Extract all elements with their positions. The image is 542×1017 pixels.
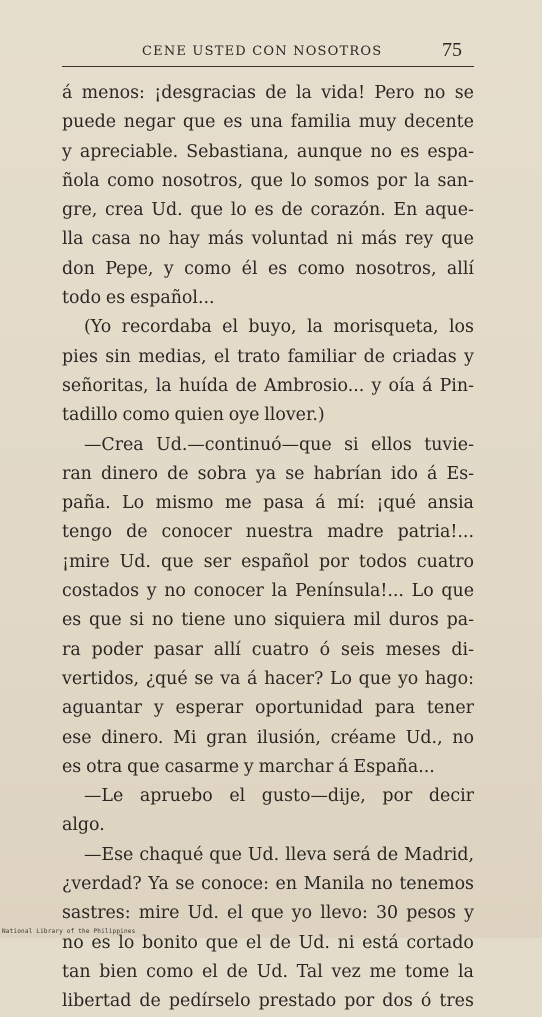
word: voluntad bbox=[251, 229, 329, 250]
word: es bbox=[91, 932, 111, 953]
word: ellos bbox=[371, 434, 412, 455]
word: oportunidad bbox=[255, 698, 363, 719]
word: y bbox=[62, 141, 72, 162]
word: negar bbox=[123, 112, 176, 133]
word: ¡desgracias bbox=[154, 83, 256, 103]
word: no bbox=[452, 727, 474, 748]
word: que bbox=[251, 903, 284, 924]
word: que bbox=[205, 932, 239, 953]
word: como bbox=[297, 258, 345, 279]
word: Lo bbox=[411, 581, 434, 602]
word: se bbox=[454, 83, 474, 103]
word: más bbox=[361, 229, 397, 250]
word: corazón. bbox=[310, 200, 386, 221]
word: ilusión, bbox=[256, 727, 321, 748]
word: es bbox=[62, 756, 82, 777]
word: ó bbox=[319, 639, 331, 660]
text-line bbox=[62, 841, 474, 870]
word: Pepe, bbox=[105, 258, 154, 279]
word: di- bbox=[451, 639, 474, 660]
word: en bbox=[275, 874, 298, 895]
word: vez bbox=[331, 961, 361, 982]
word: él bbox=[241, 258, 258, 279]
word: decente bbox=[404, 112, 474, 133]
word: es bbox=[254, 200, 274, 221]
word: no bbox=[423, 83, 446, 103]
word: Ambrosio... bbox=[264, 375, 365, 396]
word: pedírselo bbox=[168, 991, 251, 1012]
word: es bbox=[62, 610, 82, 631]
word: —Le bbox=[84, 786, 124, 807]
word: de bbox=[376, 844, 399, 865]
word: y bbox=[243, 756, 254, 777]
word: no bbox=[62, 932, 84, 953]
word: somos bbox=[314, 170, 370, 191]
word: apreciable. bbox=[79, 141, 179, 162]
text-line bbox=[62, 138, 474, 167]
word: la bbox=[414, 170, 431, 191]
word: bien bbox=[99, 961, 138, 982]
word: más bbox=[207, 229, 244, 250]
word: menos: bbox=[81, 83, 145, 103]
word: á bbox=[62, 83, 73, 103]
word: no bbox=[151, 610, 174, 631]
word: huída bbox=[178, 375, 229, 396]
text-line bbox=[62, 489, 474, 518]
word: dos bbox=[382, 991, 413, 1012]
word: no bbox=[164, 581, 186, 602]
word: ran bbox=[62, 463, 92, 484]
word: costados bbox=[62, 581, 140, 602]
word: me bbox=[369, 961, 397, 982]
text-line bbox=[62, 313, 474, 342]
word: la bbox=[306, 317, 323, 338]
word: —Crea bbox=[84, 434, 144, 455]
word: mil bbox=[353, 610, 381, 631]
word: Pin- bbox=[439, 375, 474, 396]
word: meses bbox=[385, 639, 441, 660]
word: Ud.—continuó—que bbox=[156, 434, 332, 455]
word: me bbox=[224, 493, 252, 514]
word: de bbox=[235, 375, 257, 396]
word: se bbox=[194, 668, 214, 689]
word: ser bbox=[203, 551, 232, 572]
text-line bbox=[62, 724, 474, 753]
word: á bbox=[427, 463, 438, 484]
word: Ud. bbox=[151, 200, 183, 221]
word: Ud. bbox=[256, 961, 288, 982]
page-header bbox=[62, 40, 474, 67]
word: por bbox=[344, 991, 375, 1012]
word: se bbox=[285, 463, 305, 484]
word: de bbox=[363, 346, 385, 367]
word: tiene bbox=[181, 610, 226, 631]
word: familiar bbox=[287, 346, 357, 367]
text-line bbox=[62, 665, 474, 694]
word: paña. bbox=[62, 493, 111, 514]
word: llover.) bbox=[264, 405, 325, 426]
word: pa- bbox=[446, 610, 474, 631]
word: uno bbox=[233, 610, 267, 631]
word: conoce: bbox=[201, 874, 269, 895]
text-line bbox=[62, 225, 474, 254]
word: En bbox=[393, 200, 418, 221]
word: como bbox=[122, 405, 170, 426]
word: conocer bbox=[193, 581, 264, 602]
word: y bbox=[464, 346, 474, 367]
word: espa- bbox=[427, 141, 474, 162]
word: tenemos bbox=[399, 874, 474, 895]
text-line bbox=[62, 343, 474, 372]
word: gran bbox=[206, 727, 248, 748]
word: que bbox=[127, 756, 160, 777]
word: cortado bbox=[406, 932, 474, 953]
text-line bbox=[62, 431, 474, 460]
word: ni bbox=[336, 229, 354, 250]
word: dinero bbox=[100, 463, 158, 484]
word: por bbox=[319, 551, 349, 572]
word: casarme bbox=[164, 756, 240, 777]
word: ¡qué bbox=[376, 493, 417, 514]
word: de bbox=[167, 463, 189, 484]
word: puede bbox=[62, 112, 117, 133]
word: lo bbox=[290, 170, 307, 191]
word: mire bbox=[138, 903, 180, 924]
word: de bbox=[265, 83, 287, 103]
word: lleva bbox=[285, 844, 327, 865]
word: que bbox=[89, 610, 122, 631]
text-line bbox=[62, 372, 474, 401]
word: bonito bbox=[142, 932, 198, 953]
word: la bbox=[296, 83, 312, 103]
word: ido bbox=[390, 463, 418, 484]
word: si bbox=[129, 610, 144, 631]
word: Ud. bbox=[298, 932, 330, 953]
word: pasar bbox=[153, 639, 203, 660]
word: de bbox=[126, 522, 148, 543]
text-line bbox=[62, 606, 474, 635]
text-line bbox=[62, 196, 474, 225]
word: que bbox=[441, 581, 474, 602]
word: apruebo bbox=[139, 786, 213, 807]
word: criadas bbox=[392, 346, 457, 367]
word: 30 bbox=[375, 903, 399, 924]
word: mí: bbox=[337, 493, 366, 514]
word: hago: bbox=[424, 668, 474, 689]
word: como bbox=[184, 258, 232, 279]
text-line bbox=[62, 811, 474, 840]
word: es bbox=[105, 288, 126, 309]
word: como bbox=[107, 170, 155, 191]
word: de bbox=[139, 991, 161, 1012]
word: poder bbox=[91, 639, 143, 660]
library-credit: National Library of the Philippines bbox=[2, 928, 136, 935]
word: por bbox=[382, 786, 413, 807]
word: y bbox=[371, 375, 382, 396]
word: mismo bbox=[155, 493, 214, 514]
word: ñola bbox=[62, 170, 100, 191]
word: la bbox=[271, 581, 288, 602]
text-line bbox=[62, 167, 474, 196]
word: hay bbox=[168, 229, 200, 250]
word: sastres: bbox=[62, 903, 131, 924]
word: habrían bbox=[313, 463, 382, 484]
word: tadillo bbox=[62, 405, 118, 426]
word: ó bbox=[420, 991, 432, 1012]
word: chaqué bbox=[139, 844, 204, 865]
word: buyo, bbox=[248, 317, 297, 338]
word: tuvie- bbox=[424, 434, 474, 455]
text-line bbox=[62, 518, 474, 547]
word: seis bbox=[341, 639, 375, 660]
text-line bbox=[62, 987, 474, 1016]
word: para bbox=[374, 698, 416, 719]
word: español... bbox=[130, 288, 215, 309]
word: los bbox=[448, 317, 474, 338]
word: medias, bbox=[138, 346, 207, 367]
word: que bbox=[182, 112, 216, 133]
word: el bbox=[229, 786, 246, 807]
word: si bbox=[344, 434, 359, 455]
word: tres bbox=[439, 991, 474, 1012]
word: España... bbox=[353, 756, 435, 777]
word: ya bbox=[255, 463, 277, 484]
word: es bbox=[267, 258, 288, 279]
word: el bbox=[227, 903, 243, 924]
word: muy bbox=[358, 112, 397, 133]
word: ese bbox=[62, 727, 92, 748]
word: á bbox=[338, 756, 349, 777]
word: Mi bbox=[173, 727, 197, 748]
word: cuatro bbox=[416, 551, 474, 572]
word: ansia bbox=[427, 493, 474, 514]
word: que bbox=[209, 844, 242, 865]
text-line bbox=[62, 753, 474, 782]
word: que bbox=[190, 200, 223, 221]
text-line bbox=[62, 255, 474, 284]
word: familia bbox=[290, 112, 352, 133]
word: ¿qué bbox=[145, 668, 188, 689]
word: allí bbox=[213, 639, 241, 660]
word: ¿verdad? bbox=[62, 874, 142, 895]
word: esperar bbox=[175, 698, 244, 719]
word: Ud. bbox=[247, 844, 280, 865]
word: Lo bbox=[122, 493, 145, 514]
word: créame bbox=[330, 727, 397, 748]
word: oía bbox=[388, 375, 415, 396]
word: como bbox=[146, 961, 194, 982]
word: que bbox=[250, 170, 284, 191]
word: que bbox=[441, 229, 474, 250]
word: gre, bbox=[62, 200, 98, 221]
word: sobra bbox=[197, 463, 247, 484]
word: marchar bbox=[258, 756, 334, 777]
word: recordaba bbox=[121, 317, 212, 338]
word: tan bbox=[62, 961, 91, 982]
word: algo. bbox=[62, 815, 105, 836]
word: lo bbox=[230, 200, 247, 221]
word: vida! bbox=[321, 83, 366, 103]
word: vertidos, bbox=[62, 668, 140, 689]
word: de bbox=[281, 200, 303, 221]
text-line bbox=[62, 460, 474, 489]
word: siquiera bbox=[274, 610, 346, 631]
text-line bbox=[62, 401, 474, 430]
word: don bbox=[62, 258, 95, 279]
word: conocer bbox=[161, 522, 232, 543]
word: está bbox=[362, 932, 399, 953]
word: va bbox=[220, 668, 241, 689]
word: nosotros, bbox=[161, 170, 243, 191]
word: el bbox=[222, 317, 239, 338]
text-line bbox=[62, 782, 474, 811]
word: patria!... bbox=[397, 522, 474, 543]
text-line bbox=[62, 636, 474, 665]
word: á bbox=[422, 375, 433, 396]
word: Lo bbox=[329, 668, 353, 689]
word: morisqueta, bbox=[333, 317, 439, 338]
word: gusto—dije, bbox=[261, 786, 366, 807]
word: de bbox=[269, 932, 291, 953]
word: y bbox=[163, 258, 174, 279]
word: que bbox=[358, 668, 392, 689]
word: á bbox=[315, 493, 326, 514]
word: no bbox=[370, 141, 393, 162]
body-text bbox=[62, 79, 474, 1017]
word: Madrid, bbox=[404, 844, 474, 865]
word: es bbox=[223, 112, 243, 133]
text-line bbox=[62, 284, 474, 313]
word: el bbox=[245, 932, 262, 953]
word: todos bbox=[358, 551, 407, 572]
word: Es- bbox=[446, 463, 474, 484]
word: yo bbox=[291, 903, 313, 924]
word: aque- bbox=[425, 200, 474, 221]
word: —Ese bbox=[84, 844, 134, 865]
word: casa bbox=[91, 229, 131, 250]
word: sin bbox=[105, 346, 131, 367]
page-number: 75 bbox=[442, 39, 462, 61]
word: lla bbox=[62, 229, 84, 250]
word: Pero bbox=[374, 83, 415, 103]
word: dinero. bbox=[101, 727, 164, 748]
word: libertad bbox=[62, 991, 132, 1012]
word: por bbox=[376, 170, 407, 191]
word: tener bbox=[426, 698, 474, 719]
word: madre bbox=[327, 522, 384, 543]
word: lo bbox=[118, 932, 135, 953]
word: hacer? bbox=[264, 668, 324, 689]
word: el bbox=[213, 346, 230, 367]
word: allí bbox=[446, 258, 474, 279]
word: Ud. bbox=[187, 903, 219, 924]
word: pasa bbox=[263, 493, 304, 514]
word: ni bbox=[337, 932, 355, 953]
word: decir bbox=[428, 786, 474, 807]
word: nuestra bbox=[245, 522, 314, 543]
word: y bbox=[464, 903, 474, 924]
word: y bbox=[146, 581, 157, 602]
word: señoritas, bbox=[62, 375, 149, 396]
word: pesos bbox=[406, 903, 456, 924]
word: Ud. bbox=[119, 551, 151, 572]
word: ¡mire bbox=[62, 551, 110, 572]
word: trato bbox=[237, 346, 281, 367]
word: Ud., bbox=[405, 727, 443, 748]
text-line bbox=[62, 899, 474, 928]
word: nosotros, bbox=[355, 258, 437, 279]
text-line bbox=[62, 694, 474, 723]
word: español bbox=[241, 551, 310, 572]
word: todo bbox=[62, 288, 102, 309]
word: y bbox=[153, 698, 164, 719]
word: duros bbox=[388, 610, 439, 631]
word: cuatro bbox=[251, 639, 309, 660]
word: no bbox=[138, 229, 161, 250]
word: rey bbox=[404, 229, 434, 250]
word: Ya bbox=[148, 874, 169, 895]
word: pies bbox=[62, 346, 98, 367]
word: prestado bbox=[258, 991, 337, 1012]
word: una bbox=[250, 112, 283, 133]
word: se bbox=[175, 874, 195, 895]
word: el bbox=[201, 961, 218, 982]
word: Manila bbox=[303, 874, 365, 895]
text-line bbox=[62, 958, 474, 987]
running-head: CENE USTED CON NOSOTROS bbox=[142, 44, 383, 59]
word: será bbox=[332, 844, 371, 865]
word: tome bbox=[405, 961, 450, 982]
word: Sebastiana, bbox=[186, 141, 289, 162]
word: de bbox=[226, 961, 248, 982]
word: (Yo bbox=[84, 317, 112, 338]
word: aunque bbox=[296, 141, 363, 162]
word: ra bbox=[62, 639, 81, 660]
word: llevo: bbox=[320, 903, 368, 924]
word: que bbox=[160, 551, 194, 572]
word: la bbox=[457, 961, 474, 982]
word: aguantar bbox=[62, 698, 142, 719]
text-line bbox=[62, 548, 474, 577]
word: la bbox=[155, 375, 172, 396]
text-line bbox=[62, 577, 474, 606]
word: quien bbox=[174, 405, 224, 426]
word: Tal bbox=[296, 961, 323, 982]
word: yo bbox=[397, 668, 419, 689]
word: Península!... bbox=[295, 581, 404, 602]
word: tengo bbox=[62, 522, 113, 543]
text-line bbox=[62, 108, 474, 137]
word: á bbox=[247, 668, 258, 689]
word: es bbox=[400, 141, 420, 162]
word: crea bbox=[104, 200, 144, 221]
text-line bbox=[62, 870, 474, 899]
text-line bbox=[62, 79, 474, 108]
word: san- bbox=[437, 170, 474, 191]
word: oye bbox=[228, 405, 260, 426]
word: no bbox=[371, 874, 393, 895]
word: otra bbox=[86, 756, 123, 777]
